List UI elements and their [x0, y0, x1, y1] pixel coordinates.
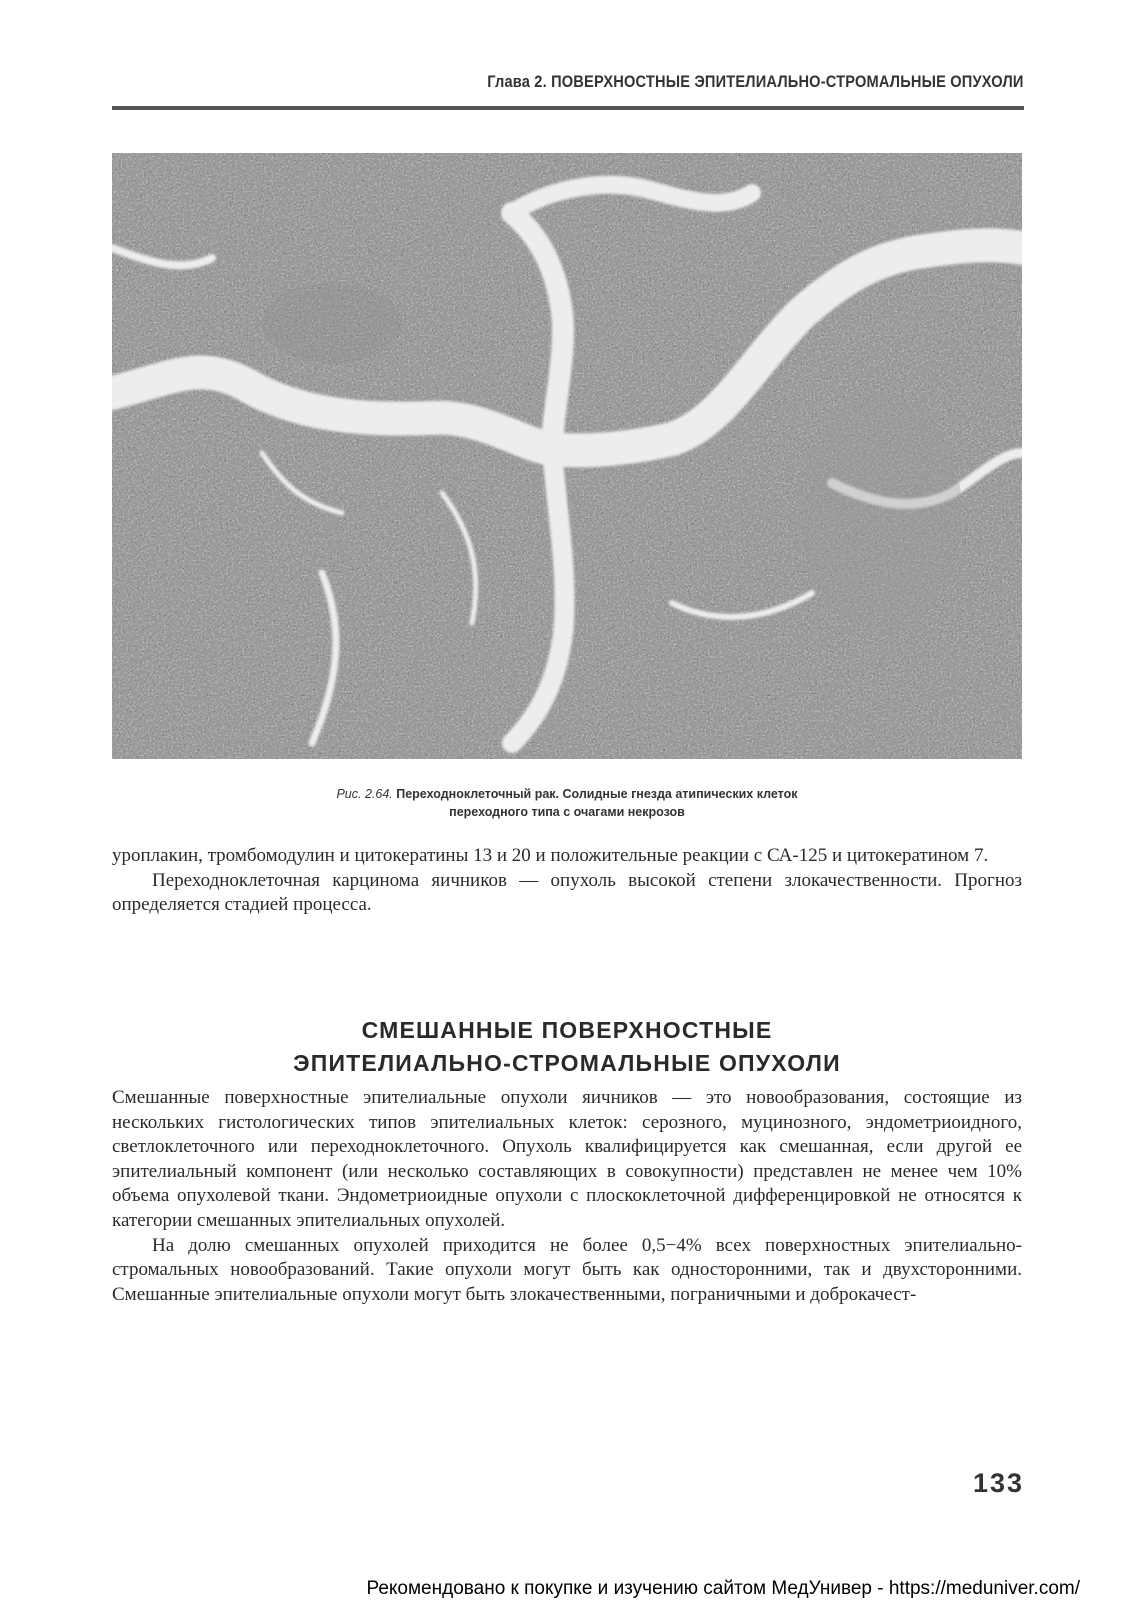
section-heading-line1: СМЕШАННЫЕ ПОВЕРХНОСТНЫЕ: [361, 1017, 773, 1043]
figure-title-line1: Переходноклеточный рак. Солидные гнезда атипических клеток: [396, 787, 798, 801]
figure-title-line2: переходного типа с очагами некрозов: [449, 805, 685, 819]
footer-note: Рекомендовано к покупке и изучению сайтом МедУнивер - https://meduniver.com/: [366, 1578, 1080, 1599]
figure-caption: [112, 785, 1022, 821]
paragraph: уроплакин, тромбомодулин и цитокератины 13 и 20 и положительные реакции с СА-125 и цитокератином 7.: [112, 845, 989, 866]
figure-number: Рис. 2.64.: [336, 787, 393, 801]
section-heading: [112, 1014, 1022, 1080]
histology-micrograph: [112, 153, 1022, 759]
running-head-text: Глава 2. ПОВЕРХНОСТНЫЕ ЭПИТЕЛИАЛЬНО-СТРОМАЛЬНЫЕ ОПУХОЛИ: [487, 72, 1024, 91]
paragraph: На долю смешанных опухолей приходится не более 0,5−4% всех поверхностных эпителиально-стромальных новообразований. Такие опухоли могут быть как односторонними, так и двухсторонними. Смешанные эпителиальные опухоли могут быть злокачественными, пограничными и доброкачест-: [112, 1234, 1022, 1305]
paragraph: Переходноклеточная карцинома яичников — опухоль высокой степени злокачественности. Прогноз определяется стадией процесса.: [112, 869, 1022, 916]
page-number: 133: [972, 1468, 1024, 1498]
body-text-bottom: [112, 1086, 1022, 1307]
body-text-top: [112, 844, 1022, 918]
section-heading-line2: ЭПИТЕЛИАЛЬНО-СТРОМАЛЬНЫЕ ОПУХОЛИ: [293, 1050, 841, 1076]
running-head: [112, 72, 1024, 110]
paragraph: Смешанные поверхностные эпителиальные опухоли яичников — это новообразования, состоящие из нескольких гистологических типов эпителиальных клеток: серозного, муцинозного, эндометриоидного, светлоклеточного или переходноклеточного. Опухоль квалифицируется как смешанная, если другой ее эпителиальный компонент (или несколько составляющих в совокупности) представлен не менее чем 10% объема опухолевой ткани. Эндометриоидные опухоли с плоскоклеточной дифференцировкой не относятся к категории смешанных эпителиальных опухолей.: [112, 1087, 1022, 1231]
